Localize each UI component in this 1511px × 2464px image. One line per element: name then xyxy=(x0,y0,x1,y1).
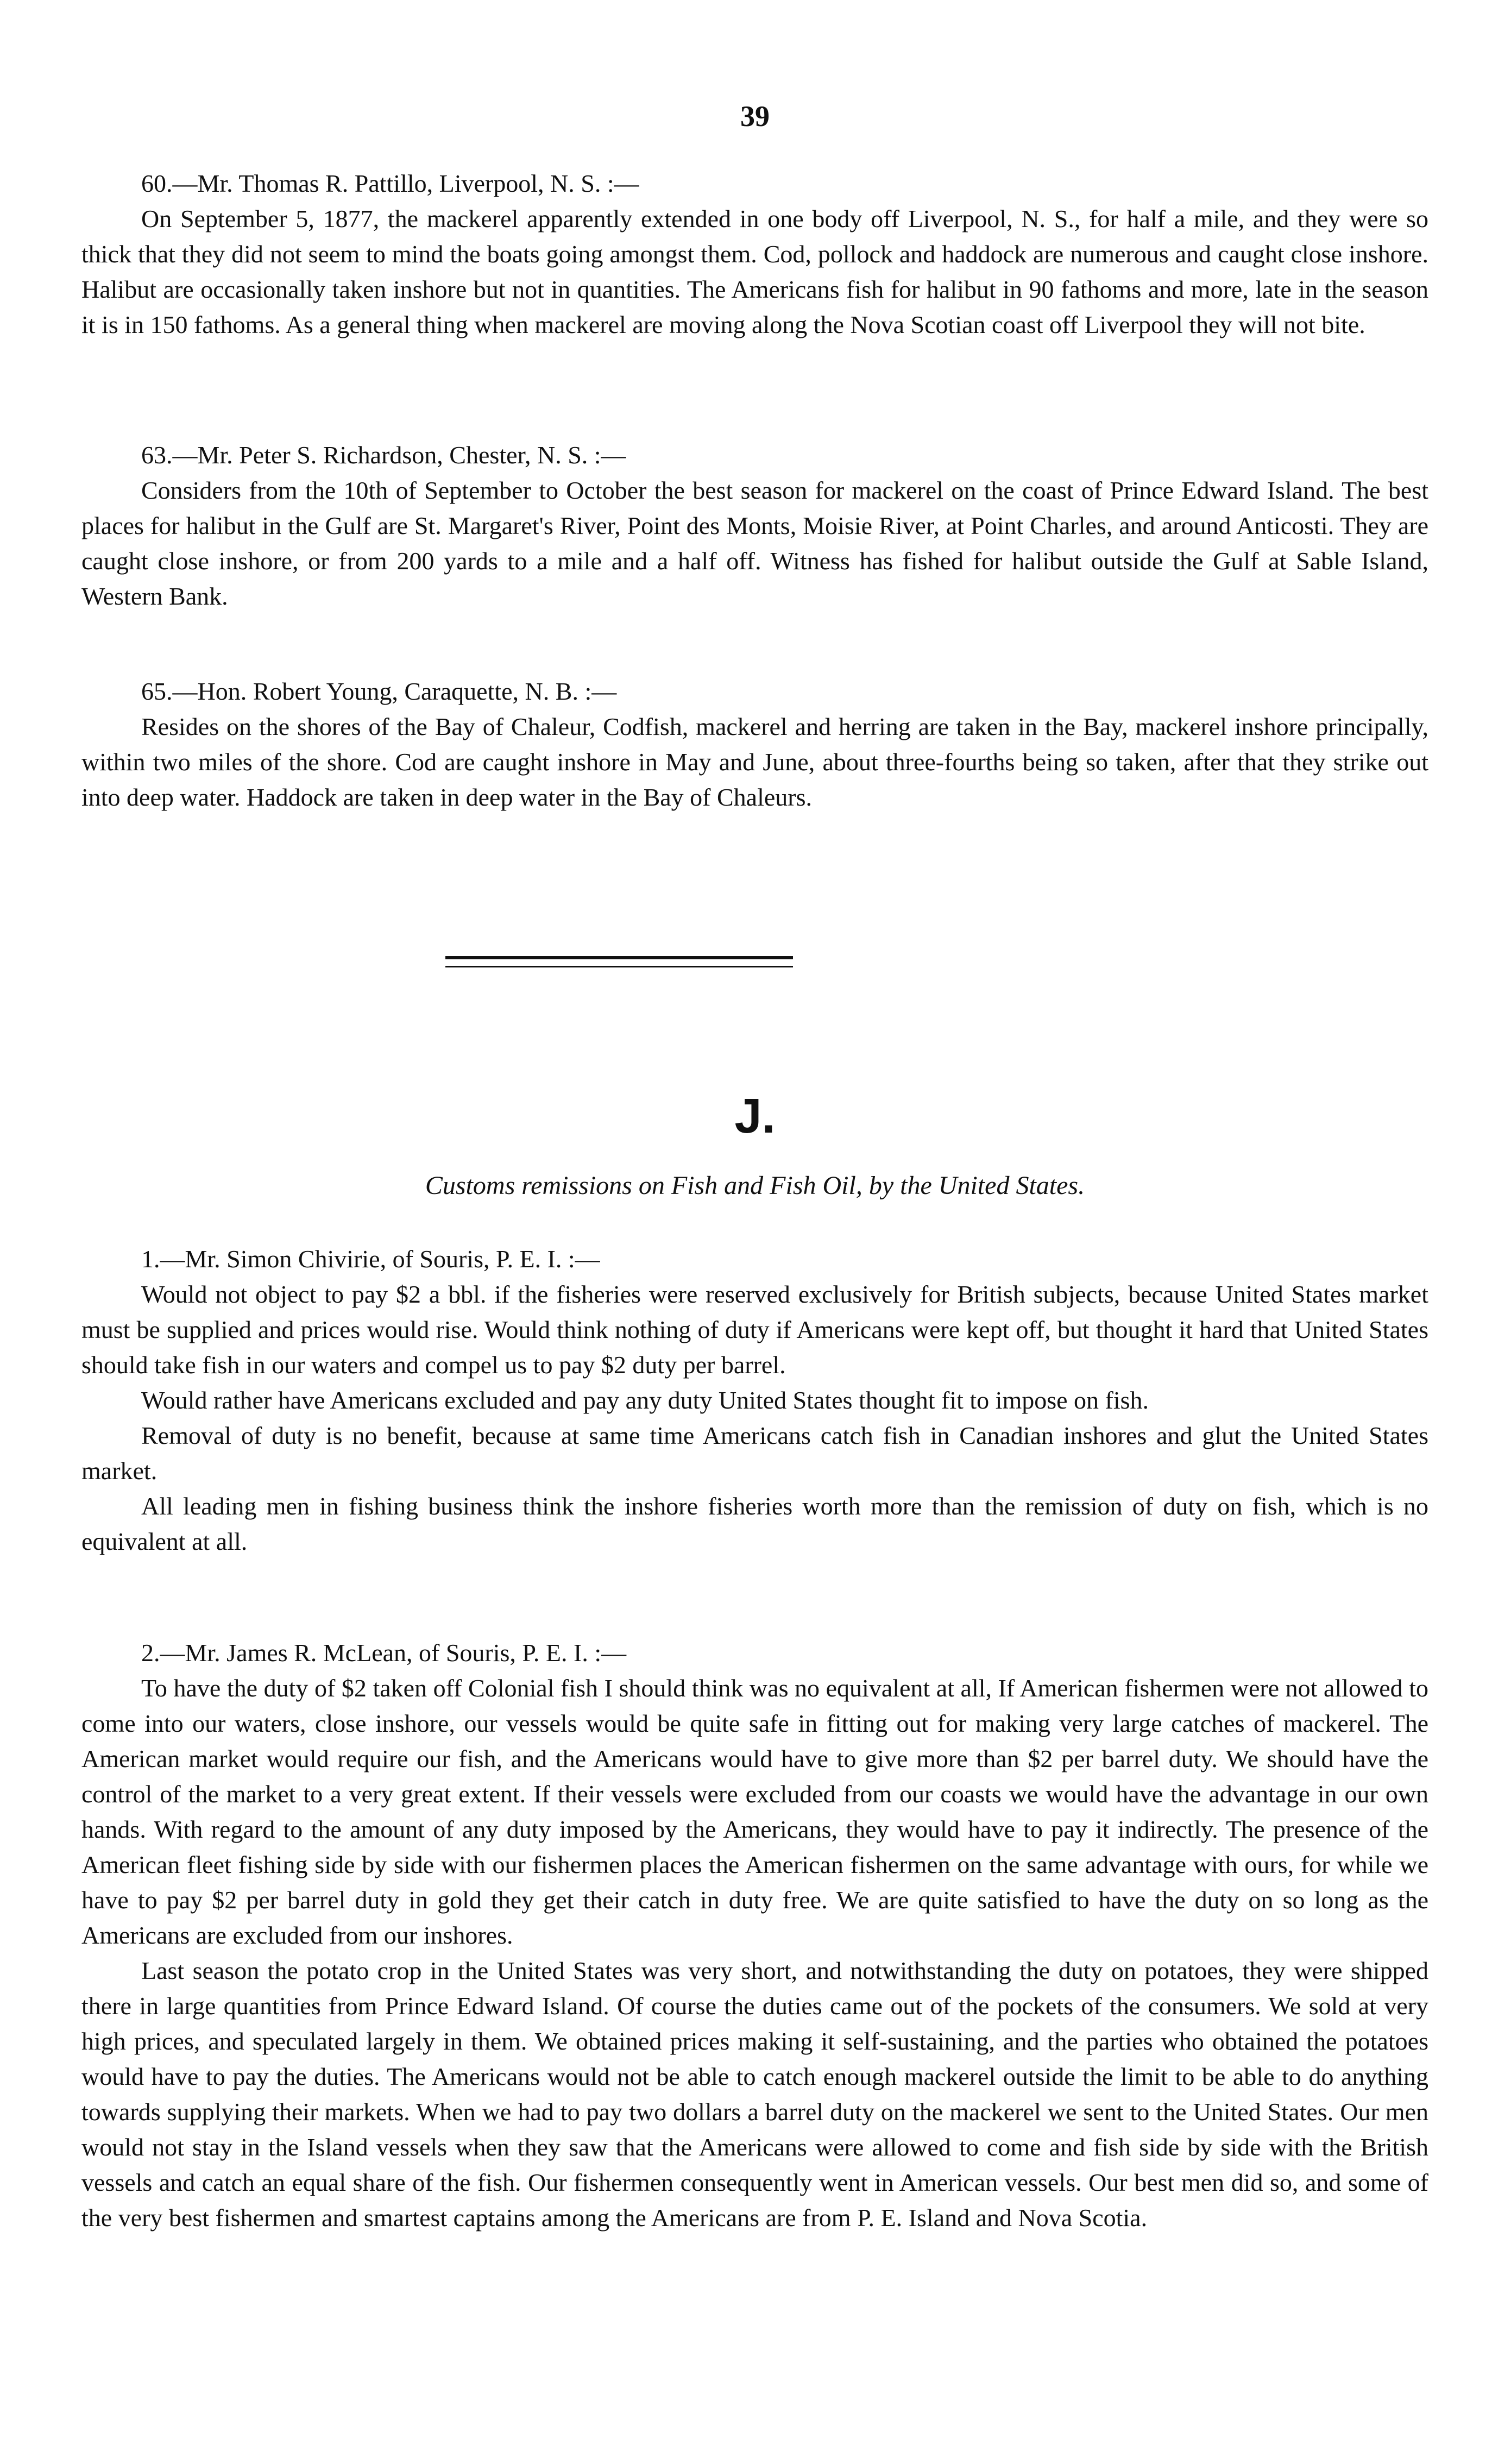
entry-63 xyxy=(81,437,1428,614)
entry-paragraph: Would rather have Americans excluded and pay any duty United States thought fit to impose on fish. xyxy=(141,1386,1149,1414)
entry-paragraph: Considers from the 10th of September to October the best season for mackerel on the coast of Prince Edward Island. The best places for halibut in the Gulf are St. Margaret's River, Point des Monts, Moisie River, at Point Charles, and around Anticosti. They are caught close inshore, or from 200 yards to a mile and a half off. Witness has fished for halibut outside the Gulf at Sable Island, Western Bank. xyxy=(81,476,1428,610)
divider-rule xyxy=(445,966,793,967)
entry-65 xyxy=(81,674,1428,815)
entry-paragraph: Resides on the shores of the Bay of Chaleur, Codfish, mackerel and herring are taken in the Bay, mackerel inshore principally, within two miles of the shore. Cod are caught inshore in May and June, about three-fourths being so taken, after that they strike out into deep water. Haddock are taken in deep water in the Bay of Chaleurs. xyxy=(81,713,1428,811)
entry-heading: 2.—Mr. James R. McLean, of Souris, P. E. I. :— xyxy=(141,1639,627,1667)
entry-paragraph: All leading men in fishing business think the inshore fisheries worth more than the remission of duty on fish, which is no equivalent at all. xyxy=(81,1492,1428,1555)
entry-heading: 63.—Mr. Peter S. Richardson, Chester, N. S. :— xyxy=(141,441,626,469)
entry-heading: 60.—Mr. Thomas R. Pattillo, Liverpool, N. S. :— xyxy=(141,169,639,197)
entry-paragraph: Last season the potato crop in the United States was very short, and notwithstanding the duty on potatoes, they were shipped there in large quantities from Prince Edward Island. Of course the duties came out of the pockets of the consumers. We sold at very high prices, and speculated largely in them. We obtained prices making it self-sustaining, and the parties who obtained the potatoes would have to pay the duties. The Americans would not be able to catch enough mackerel outside the limit to be able to do anything towards supplying their markets. When we had to pay two dollars a barrel duty on the mackerel we sent to the United States. Our men would not stay in the Island vessels when they saw that the Americans were allowed to come and fish side by side with the British vessels and catch an equal share of the fish. Our fishermen consequently went in American vessels. Our best men did so, and some of the very best fishermen and smartest captains among the Americans are from P. E. Island and Nova Scotia. xyxy=(81,1957,1428,2232)
entry-paragraph: To have the duty of $2 taken off Colonial fish I should think was no equivalent at all, If American fishermen were not allowed to come into our waters, close inshore, our vessels would be quite safe in fitting out for making very large catches of mackerel. The American market would require our fish, and the Americans would have to give more than $2 per barrel duty. We should have the control of the market to a very great extent. If their vessels were excluded from our coasts we would have the advantage in our own hands. With regard to the amount of any duty imposed by the Americans, they would have to pay it indirectly. The presence of the American fleet fishing side by side with our fishermen places the American fishermen on the same advantage with ours, for while we have to pay $2 per barrel duty in gold they get their catch in duty free. We are quite satisfied to have the duty on so long as the Americans are excluded from our inshores. xyxy=(81,1674,1428,1949)
section-entry-1 xyxy=(81,1241,1428,1559)
entry-paragraph: Would not object to pay $2 a bbl. if the fisheries were reserved exclusively for British subjects, because United States market must be supplied and prices would rise. Would think nothing of duty if Americans were kept off, but thought it hard that United States should take fish in our waters and compel us to pay $2 duty per barrel. xyxy=(81,1280,1428,1379)
section-title: Customs remissions on Fish and Fish Oil, by the United States. xyxy=(425,1171,1085,1200)
section-letter: J. xyxy=(734,1089,776,1143)
divider-rule xyxy=(445,956,793,959)
entry-paragraph: Removal of duty is no benefit, because at same time Americans catch fish in Canadian inshores and glut the United States market. xyxy=(81,1422,1428,1485)
entry-heading: 65.—Hon. Robert Young, Caraquette, N. B. :— xyxy=(141,677,617,705)
entry-60 xyxy=(81,166,1428,342)
entry-heading: 1.—Mr. Simon Chivirie, of Souris, P. E. I. :— xyxy=(141,1245,600,1273)
section-entry-2 xyxy=(81,1635,1428,2235)
entry-paragraph: On September 5, 1877, the mackerel apparently extended in one body off Liverpool, N. S., for half a mile, and they were so thick that they did not seem to mind the boats going amongst them. Cod, pollock and haddock are numerous and caught close inshore. Halibut are occasionally taken inshore but not in quantities. The Americans fish for halibut in 90 fathoms and more, late in the season it is in 150 fathoms. As a general thing when mackerel are moving along the Nova Scotian coast off Liverpool they will not bite. xyxy=(81,205,1428,338)
page-number: 39 xyxy=(740,100,770,133)
document-page xyxy=(81,0,1428,2464)
